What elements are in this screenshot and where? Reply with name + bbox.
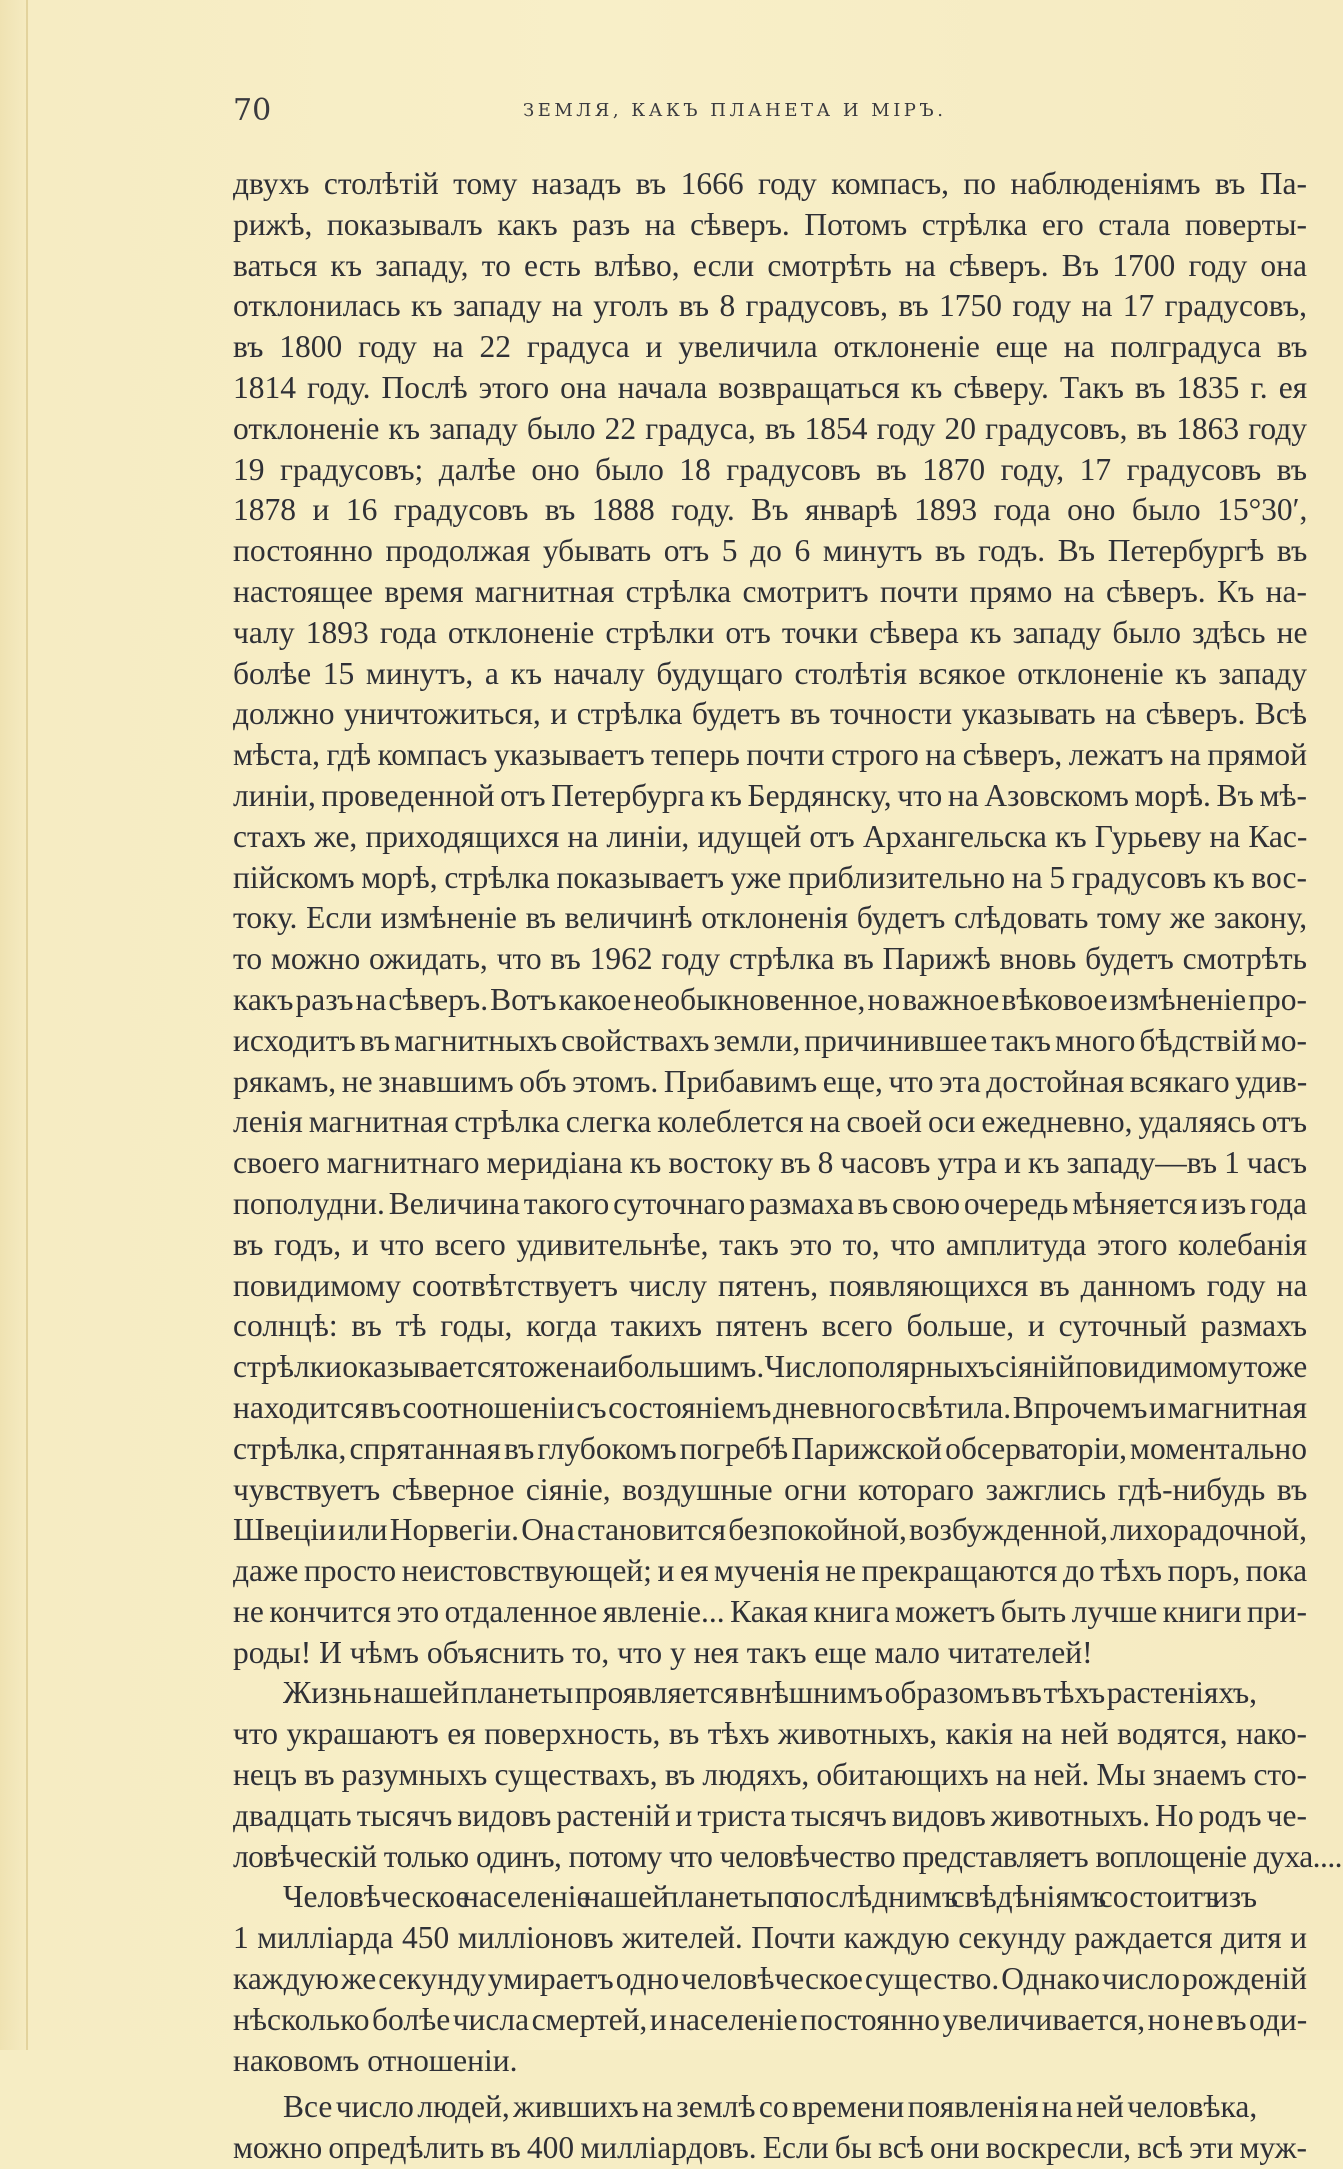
text-line: не кончится это отдаленное явленіе... Какая книга можетъ быть лучше книги при- [233, 1593, 1307, 1629]
text-line: что украшаютъ ея поверхность, въ тѣхъ животныхъ, какія на ней водятся, нако- [233, 1716, 1307, 1752]
text-line: стрѣлки оказывается тоже наибольшимъ. Число полярныхъ сіяній повидимому тоже [233, 1349, 1308, 1385]
text-line: Швеціи или Норвегіи. Она становится безпокойной, возбужденной, лихорадочной, [233, 1512, 1307, 1548]
text-line: мѣста, гдѣ компасъ указываетъ теперь почти строго на сѣверъ, лежатъ на прямой [233, 737, 1307, 773]
text-line: пійскомъ морѣ, стрѣлка показываетъ уже приблизительно на 5 градусовъ къ вос- [233, 859, 1307, 895]
text-line: чалу 1893 года отклоненіе стрѣлки отъ точки сѣвера къ западу было здѣсь не [233, 614, 1308, 650]
text-line: чувствуетъ сѣверное сіяніе, воздушные огни котораго зажглись гдѣ-нибудь въ [233, 1471, 1308, 1507]
text-line: въ 1800 году на 22 градуса и увеличила отклоненіе еще на полградуса въ [233, 329, 1308, 365]
text-line: линіи, проведенной отъ Петербурга къ Бердянску, что на Азовскомъ морѣ. Въ мѣ- [233, 777, 1307, 813]
text-line: нецъ въ разумныхъ существахъ, въ людяхъ, обитающихъ на ней. Мы знаемъ сто- [233, 1757, 1308, 1793]
text-line: отклоненіе къ западу было 22 градуса, въ 1854 году 20 градусовъ, въ 1863 году [233, 410, 1307, 446]
text-line: находится въ соотношеніи съ состояніемъ дневного свѣтила. Впрочемъ и магнитная [233, 1389, 1307, 1425]
text-line: настоящее время магнитная стрѣлка смотритъ почти прямо на сѣверъ. Къ на- [233, 573, 1307, 609]
text-line: 1814 году. Послѣ этого она начала возвращаться къ сѣверу. Такъ въ 1835 г. ея [233, 369, 1308, 405]
text-line: нѣсколько болѣе числа смертей, и населеніе постоянно увеличивается, но не въ оди- [233, 2001, 1308, 2037]
text-line: стахъ же, приходящихся на линіи, идущей отъ Архангельска къ Гурьеву на Кас- [233, 818, 1308, 854]
text-line: пополудни. Величина такого суточнаго размаха въ свою очередь мѣняется изъ года [233, 1185, 1307, 1221]
text-line: току. Если измѣненіе въ величинѣ отклоненія будетъ слѣдовать тому же закону, [233, 900, 1308, 936]
text-line: въ годъ, и что всего удивительнѣе, такъ это то, что амплитуда этого колебанія [233, 1226, 1307, 1262]
text-line: даже просто неистовствующей; и ея мученія не прекращаются до тѣхъ поръ, пока [233, 1553, 1308, 1589]
text-line: постоянно продолжая убывать отъ 5 до 6 минутъ въ годъ. Въ Петербургѣ въ [233, 533, 1308, 569]
text-line: ваться къ западу, то есть влѣво, если смотрѣть на сѣверъ. Въ 1700 году она [233, 247, 1307, 283]
text-line: наковомъ отношеніи. [233, 2042, 518, 2078]
text-line: болѣе 15 минутъ, а къ началу будущаго столѣтія всякое отклоненіе къ западу [233, 655, 1307, 691]
text-line: исходитъ въ магнитныхъ свойствахъ земли, причинившее такъ много бѣдствій мо- [233, 1022, 1307, 1058]
text-line: каждую же секунду умираетъ одно человѣческое существо. Однако число рожденій [233, 1961, 1307, 1997]
text-line: двухъ столѣтій тому назадъ въ 1666 году компасъ, по наблюденіямъ въ Па- [233, 166, 1307, 201]
text-line: то можно ожидать, что въ 1962 году стрѣлка въ Парижѣ вновь будетъ смотрѣть [233, 941, 1307, 977]
text-line: 1878 и 16 градусовъ въ 1888 году. Въ январѣ 1893 года оно было 15°30′, [233, 492, 1308, 528]
text-line: ленія магнитная стрѣлка слегка колеблется на своей оси ежедневно, удаляясь отъ [233, 1104, 1307, 1140]
paragraph [233, 1877, 1307, 2081]
paragraph [233, 2087, 1307, 2169]
text-line: какъ разъ на сѣверъ. Вотъ какое необыкновенное, но важное вѣковое измѣненіе про- [233, 981, 1307, 1017]
paragraph [233, 164, 1307, 1673]
page-number: 70 [233, 93, 272, 128]
text-line: роды! И чѣмъ объяснить то, что у нея такъ еще мало читателей! [233, 1634, 1093, 1670]
text-line: Все число людей, жившихъ на землѣ со времени появленія на ней человѣка, [283, 2089, 1258, 2125]
body-text [233, 164, 1342, 2169]
text-line: 19 градусовъ; далѣе оно было 18 градусовъ въ 1870 году, 17 градусовъ въ [233, 451, 1307, 487]
running-header [233, 92, 1303, 132]
paragraph [233, 1673, 1342, 1877]
text-line: должно уничтожиться, и стрѣлка будетъ въ точности указывать на сѣверъ. Всѣ [233, 696, 1307, 732]
text-line: ловѣческій только одинъ, потому что человѣчество представляетъ воплощеніе духа.... [233, 1838, 1342, 1874]
text-line: двадцать тысячъ видовъ растеній и триста тысячъ видовъ животныхъ. Но родъ че- [233, 1797, 1307, 1833]
text-line: Жизнь нашей планеты проявляется внѣшнимъ образомъ въ тѣхъ растеніяхъ, [283, 1675, 1258, 1711]
text-line: солнцѣ: въ тѣ годы, когда такихъ пятенъ всего больше, и суточный размахъ [233, 1308, 1307, 1344]
text-line: рякамъ, не знавшимъ объ этомъ. Прибавимъ еще, что эта достойная всякаго удив- [233, 1063, 1308, 1099]
text-line: повидимому соотвѣтствуетъ числу пятенъ, появляющихся въ данномъ году на [233, 1267, 1308, 1303]
running-title: ЗЕМЛЯ, КАКЪ ПЛАНЕТА И МІРЪ. [523, 100, 947, 121]
text-line: 1 милліарда 450 милліоновъ жителей. Почти каждую секунду раждается дитя и [233, 1920, 1307, 1956]
page-gutter-line [26, 0, 28, 2050]
text-line: своего магнитнаго меридіана къ востоку въ 8 часовъ утра и къ западу—въ 1 часъ [233, 1145, 1307, 1181]
text-line: рижѣ, показывалъ какъ разъ на сѣверъ. Потомъ стрѣлка его стала поверты- [233, 206, 1307, 242]
text-line: можно опредѣлить въ 400 милліардовъ. Если бы всѣ они воскресли, всѣ эти муж- [233, 2130, 1307, 2166]
text-line: стрѣлка, спрятанная въ глубокомъ погребѣ Парижской обсерваторіи, моментально [233, 1430, 1307, 1466]
text-line: отклонилась къ западу на уголъ въ 8 градусовъ, въ 1750 году на 17 градусовъ, [233, 288, 1307, 324]
text-line: Человѣческое населеніе нашей планеты по послѣднимъ свѣдѣніямъ состоитъ изъ [283, 1879, 1257, 1915]
